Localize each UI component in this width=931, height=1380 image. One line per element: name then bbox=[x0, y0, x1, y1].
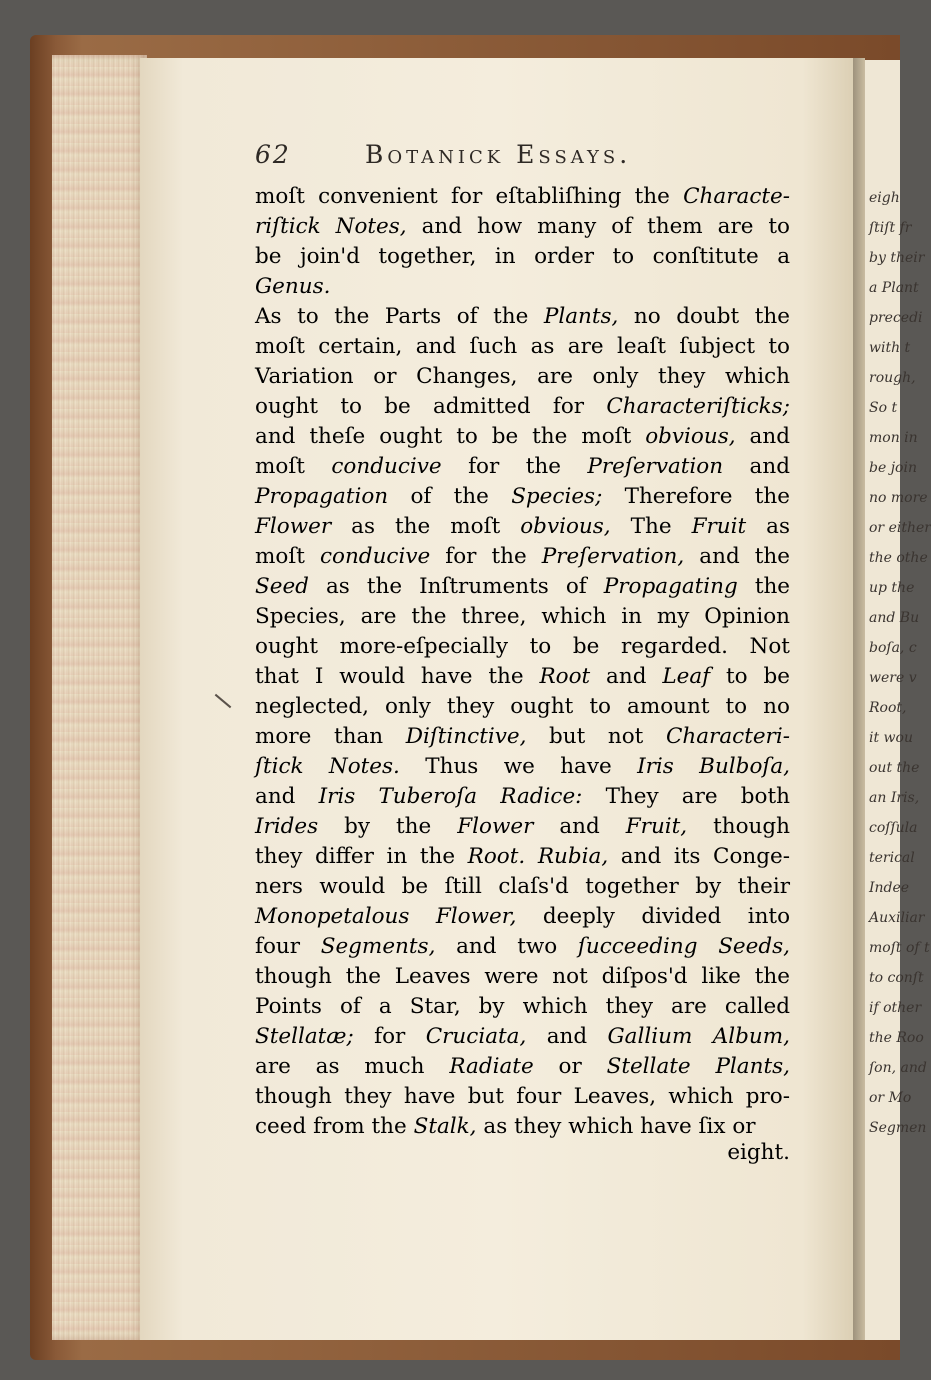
page-edges bbox=[52, 55, 147, 1340]
text-line: neglected, only they ought to amount to no bbox=[255, 694, 790, 719]
right-page-text: with t bbox=[869, 340, 911, 356]
right-page-text: precedi bbox=[869, 310, 923, 326]
right-page-text: moſt of t bbox=[869, 940, 930, 956]
text-line: Irides by the Flower and Fruit, though bbox=[255, 814, 791, 839]
text-line: be join'd together, in order to conſtitute a bbox=[255, 244, 791, 269]
book-gutter bbox=[853, 58, 865, 1340]
right-page-text: mon in bbox=[869, 430, 918, 446]
text-line: ought to be admitted for Characteriſticks; bbox=[255, 394, 790, 419]
right-page-text: ſtiſt fr bbox=[869, 220, 912, 236]
text-line: ners would be ſtill claſs'd together by their bbox=[255, 874, 791, 899]
text-line: ceed from the Stalk, as they which have ſix or bbox=[255, 1114, 756, 1139]
right-page-text: if other bbox=[869, 1000, 922, 1016]
right-page-text: out the bbox=[869, 760, 920, 776]
text-line: Stellatæ; for Cruciata, and Gallium Album, bbox=[255, 1024, 790, 1049]
text-line: more than Diſtinctive, but not Characteri- bbox=[255, 724, 790, 749]
text-line: and theſe ought to be the moſt obvious, and bbox=[255, 424, 790, 449]
right-page-text: were v bbox=[869, 670, 917, 686]
text-line: are as much Radiate or Stellate Plants, bbox=[255, 1054, 790, 1079]
right-page-text: or either bbox=[869, 520, 931, 536]
text-line: moſt certain, and ſuch as are leaſt ſubject to bbox=[255, 334, 790, 359]
right-page-text: up the bbox=[869, 580, 915, 596]
text-line: Monopetalous Flower, deeply divided into bbox=[255, 904, 791, 929]
right-page-text: a Plant bbox=[869, 280, 919, 296]
text-line: As to the Parts of the Plants, no doubt the bbox=[255, 304, 790, 329]
right-page-text: and Bu bbox=[869, 610, 920, 626]
right-page-text: rough, bbox=[869, 370, 916, 386]
right-page-text: the Roo bbox=[869, 1030, 924, 1046]
right-page-text: no more bbox=[869, 490, 928, 506]
running-title: Botanick Essays. bbox=[365, 140, 632, 169]
text-line: Genus. bbox=[255, 274, 331, 299]
text-line: ought more-eſpecially to be regarded. Not bbox=[255, 634, 790, 659]
text-line: though the Leaves were not diſpos'd like the bbox=[255, 964, 790, 989]
right-page-text: to conſt bbox=[869, 970, 924, 986]
text-line: Seed as the Inſtruments of Propagating the bbox=[255, 574, 791, 599]
text-line: Species, are the three, which in my Opinion bbox=[255, 604, 791, 629]
right-page-text: So t bbox=[869, 400, 898, 416]
text-line: riſtick Notes, and how many of them are to bbox=[255, 214, 790, 239]
right-page-text: coſſula bbox=[869, 820, 918, 836]
text-line: Flower as the moſt obvious, The Fruit as bbox=[255, 514, 791, 539]
text-line: moſt conducive for the Preſervation, and the bbox=[255, 544, 790, 569]
right-page-text: or Mo bbox=[869, 1090, 912, 1106]
right-page-text: Auxiliar bbox=[869, 910, 925, 926]
text-line: Points of a Star, by which they are called bbox=[255, 994, 790, 1019]
text-line: that I would have the Root and Leaf to be bbox=[255, 664, 790, 689]
right-page-text: terical bbox=[869, 850, 915, 866]
right-page-text: boſa, c bbox=[869, 640, 917, 656]
text-line: moſt convenient for eſtabliſhing the Characte- bbox=[255, 184, 790, 209]
text-line: and Iris Tuberoſa Radice: They are both bbox=[255, 784, 790, 809]
right-page-text: Root, bbox=[869, 700, 907, 716]
right-page-text: an Iris, bbox=[869, 790, 920, 806]
text-line: moſt conducive for the Preſervation and bbox=[255, 454, 790, 479]
right-page-text: eigh bbox=[869, 190, 900, 206]
text-line: Variation or Changes, are only they which bbox=[255, 364, 790, 389]
right-page-text: Indee bbox=[869, 880, 910, 896]
right-page-text: be join bbox=[869, 460, 917, 476]
page-number: 62 bbox=[255, 140, 291, 169]
text-line: though they have but four Leaves, which pro- bbox=[255, 1084, 790, 1109]
catchword: eight. bbox=[727, 1140, 790, 1165]
right-page-text: ſon, and bbox=[869, 1060, 927, 1076]
text-line: Propagation of the Species; Therefore the bbox=[255, 484, 790, 509]
text-line: ſtick Notes. Thus we have Iris Bulboſa, bbox=[255, 754, 790, 779]
right-page-fragment bbox=[865, 60, 931, 1340]
right-page-text: by their bbox=[869, 250, 925, 266]
right-page-text: Segmen bbox=[869, 1120, 927, 1136]
right-page-text: it wou bbox=[869, 730, 913, 746]
text-line: four Segments, and two ſucceeding Seeds, bbox=[255, 934, 790, 959]
text-line: they differ in the Root. Rubia, and its Conge- bbox=[255, 844, 790, 869]
right-page-text: the othe bbox=[869, 550, 928, 566]
running-header bbox=[255, 140, 790, 180]
